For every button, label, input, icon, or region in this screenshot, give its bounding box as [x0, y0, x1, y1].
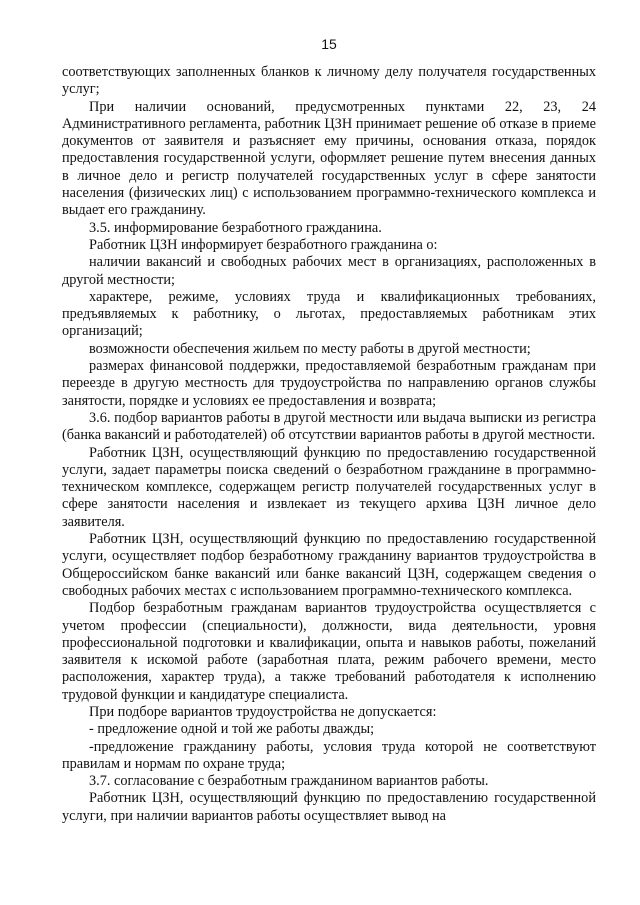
paragraph: размерах финансовой поддержки, предоставляемой безработным гражданам при переезде в другую местность для трудоустройства по направлению органов службы занятости, порядке и условиях ее предоставления и возврата; [62, 358, 596, 409]
paragraph: Работник ЦЗН информирует безработного гражданина о: [89, 236, 438, 253]
paragraph: -предложение гражданину работы, условия труда которой не соответствуют правилам и нормам по охране труда; [62, 738, 596, 772]
paragraph: наличии вакансий и свободных рабочих мест в организациях, расположенных в другой местности; [62, 254, 596, 288]
page-number: 15 [321, 36, 337, 52]
paragraph: Работник ЦЗН, осуществляющий функцию по предоставлению государственной услуги, осуществляет подбор безработному гражданину вариантов трудоустройства в Общероссийском банке вакансий или банке вакансий ЦЗН, содержащем сведения о свободных рабочих местах с использованием программно-технического комплекса. [62, 531, 596, 599]
paragraph: 3.7. согласование с безработным гражданином вариантов работы. [89, 773, 489, 790]
paragraph: - предложение одной и той же работы дважды; [89, 721, 375, 738]
paragraph: Работник ЦЗН, осуществляющий функцию по предоставлению государственной услуги, при наличии вариантов работы осуществляет вывод на [62, 790, 596, 824]
paragraph: Подбор безработным гражданам вариантов трудоустройства осуществляется с учетом профессии (специальности), должности, вида деятельности, уровня профессиональной подготовки и квалификации, опыта и навыков работы, пожеланий заявителя к искомой работе (заработная плата, режим рабочего времени, место расположения, характер труда), а также требований работодателя к исполнению трудовой функции и кандидатуре специалиста. [62, 600, 596, 703]
paragraph: 3.5. информирование безработного гражданина. [89, 219, 382, 236]
paragraph: Работник ЦЗН, осуществляющий функцию по предоставлению государственной услуги, задает параметры поиска сведений о безработном гражданине в программно-техническом комплексе, содержащем регистр получателей государственных услуг в сфере занятости населения и извлекает из текущего архива ЦЗН личное дело заявителя. [62, 444, 596, 530]
paragraph: 3.6. подбор вариантов работы в другой местности или выдача выписки из регистра (банка вакансий и работодателей) об отсутствии вариантов работы в другой местности. [62, 409, 596, 444]
paragraph: характере, режиме, условиях труда и квалификационных требованиях, предъявляемых к работнику, о льготах, предоставляемых работникам этих организаций; [62, 288, 596, 340]
paragraph: При наличии оснований, предусмотренных пунктами 22, 23, 24 Административного регламента, работник ЦЗН принимает решение об отказе в приеме документов от заявителя и разъясняет ему причины, основания отказа, порядок предоставления государственной услуги, оформляет решение путем внесения данных в личное дело и регистр получателей государственных услуг в сфере занятости населения (физических лиц) с использованием программно-технического комплекса и выдает его гражданину. [62, 98, 596, 219]
paragraph: возможности обеспечения жильем по месту работы в другой местности; [89, 340, 531, 357]
paragraph: соответствующих заполненных бланков к личному делу получателя государственных услуг; [62, 64, 596, 98]
paragraph: При подборе вариантов трудоустройства не допускается: [89, 703, 437, 720]
document-body [62, 64, 596, 825]
